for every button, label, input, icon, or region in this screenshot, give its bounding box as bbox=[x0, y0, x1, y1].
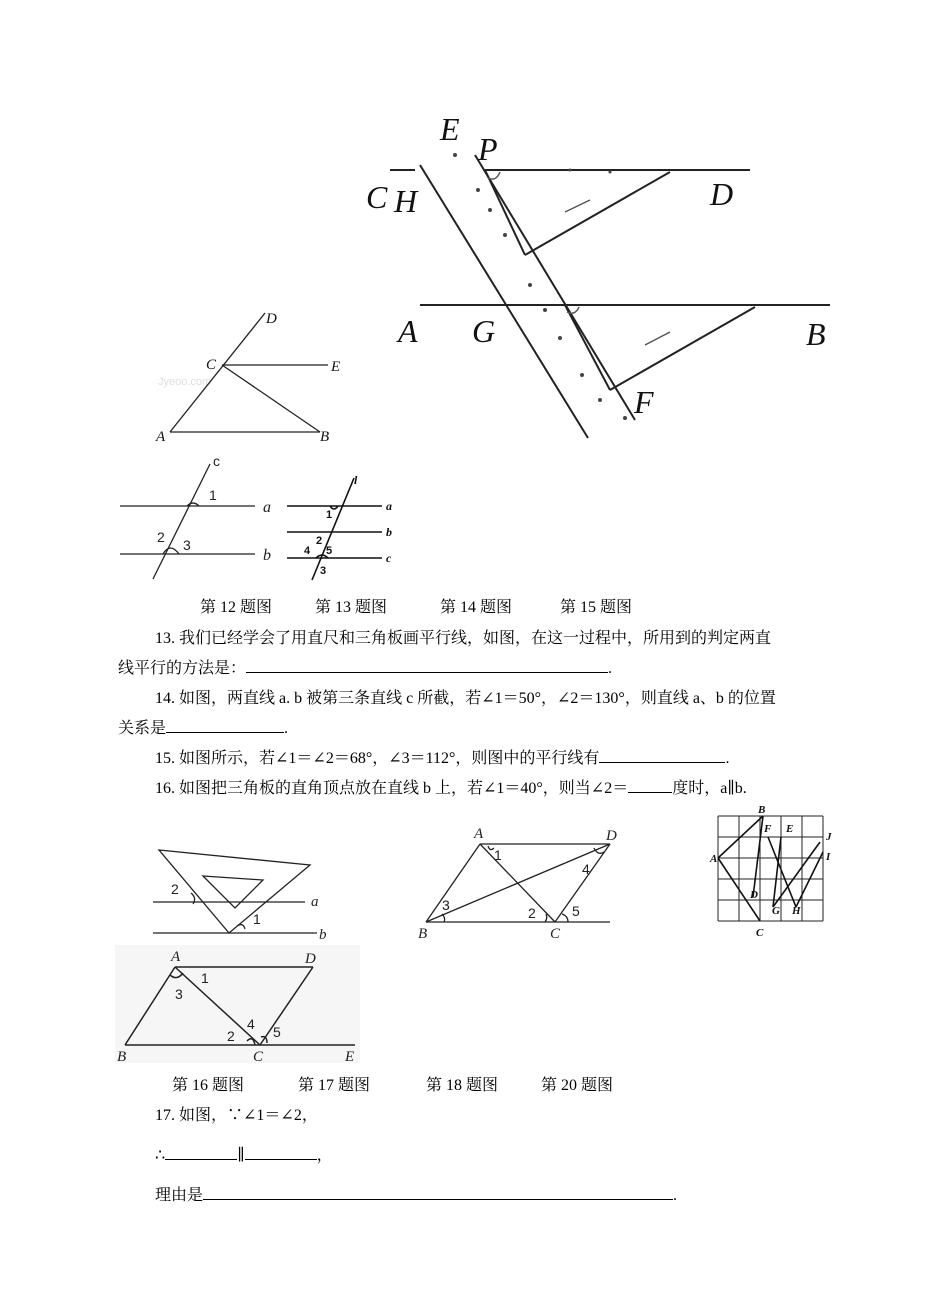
question-17: 17. 如图，∵∠1＝∠2， bbox=[155, 1107, 318, 1124]
angle-2: 2 bbox=[171, 881, 179, 897]
figure-captions-row2 bbox=[0, 1072, 950, 1092]
q13-end: . bbox=[608, 660, 613, 677]
label-A: A bbox=[474, 826, 484, 842]
question-17-reason bbox=[155, 1182, 677, 1205]
q17-comma: ， bbox=[316, 1147, 333, 1164]
figure-18-parallelogram bbox=[410, 822, 620, 947]
label-A: A bbox=[156, 429, 166, 445]
label-a: a bbox=[263, 499, 271, 516]
angle-3: 3 bbox=[320, 565, 327, 577]
reason-label: 理由是 bbox=[155, 1187, 204, 1204]
angle-2: 2 bbox=[316, 535, 323, 547]
caption-fig20: 第 20 题图 bbox=[541, 1077, 614, 1094]
q17-end: . bbox=[673, 1187, 678, 1204]
label-B: B bbox=[806, 316, 826, 352]
angle-3: 3 bbox=[442, 897, 450, 913]
angle-5: 5 bbox=[273, 1024, 281, 1040]
label-A: A bbox=[710, 853, 718, 865]
label-P: P bbox=[478, 131, 498, 167]
caption-fig15: 第 15 题图 bbox=[560, 599, 633, 616]
question-14-line2 bbox=[118, 715, 288, 738]
q16-text: 16. 如图把三角板的直角顶点放在直线 b 上，若∠1＝40°，则当∠2＝ bbox=[155, 780, 629, 797]
label-E: E bbox=[786, 823, 794, 835]
angle-1: 1 bbox=[201, 970, 209, 986]
label-I: I bbox=[826, 851, 831, 863]
q15-answer-blank[interactable] bbox=[599, 748, 725, 763]
figure-20-grid bbox=[708, 802, 838, 942]
label-C: C bbox=[253, 1049, 264, 1065]
angle-3: 3 bbox=[175, 986, 183, 1002]
label-B: B bbox=[320, 429, 330, 445]
figure-13-ruler-triangle bbox=[360, 100, 840, 445]
angle-1: 1 bbox=[209, 487, 217, 503]
label-D: D bbox=[305, 951, 316, 967]
label-E: E bbox=[331, 359, 341, 375]
figure-12 bbox=[150, 305, 360, 445]
caption-fig18: 第 18 题图 bbox=[426, 1077, 499, 1094]
figure-captions-row1 bbox=[0, 594, 950, 614]
caption-fig12: 第 12 题图 bbox=[200, 599, 273, 616]
figure-15 bbox=[282, 470, 402, 582]
label-l: l bbox=[354, 473, 358, 487]
question-14: 14. 如图，两直线 a. b 被第三条直线 c 所截，若∠1＝50°，∠2＝130°，则直线 a、b 的位置 bbox=[155, 690, 776, 707]
label-b: b bbox=[319, 927, 327, 943]
label-D: D bbox=[606, 828, 617, 844]
angle-5: 5 bbox=[572, 903, 580, 919]
label-J: J bbox=[826, 831, 832, 843]
question-13: 13. 我们已经学会了用直尺和三角板画平行线，如图，在这一过程中，所用到的判定两直 bbox=[155, 630, 772, 647]
angle-1: 1 bbox=[253, 911, 261, 927]
label-A: A bbox=[171, 949, 181, 965]
angle-2: 2 bbox=[227, 1028, 235, 1044]
q13-answer-blank[interactable] bbox=[246, 658, 608, 673]
question-13-line2 bbox=[118, 655, 612, 678]
angle-3: 3 bbox=[183, 537, 191, 553]
label-G: G bbox=[772, 905, 780, 917]
label-C: C bbox=[206, 357, 217, 373]
label-D: D bbox=[266, 311, 277, 327]
therefore-symbol: ∴ bbox=[155, 1147, 166, 1164]
angle-2: 2 bbox=[528, 905, 536, 921]
figure-17-parallelogram bbox=[115, 945, 365, 1065]
label-a: a bbox=[311, 894, 319, 910]
label-F: F bbox=[634, 384, 654, 420]
angle-1: 1 bbox=[326, 509, 333, 521]
question-16 bbox=[155, 775, 747, 798]
q14-answer-blank[interactable] bbox=[166, 718, 284, 733]
label-B: B bbox=[758, 804, 766, 816]
label-E: E bbox=[440, 111, 460, 147]
label-c: c bbox=[386, 551, 392, 565]
question-17-conclusion bbox=[155, 1142, 333, 1165]
q16-answer-blank[interactable] bbox=[628, 778, 672, 793]
caption-fig13: 第 13 题图 bbox=[315, 599, 388, 616]
q14-prefix: 关系是 bbox=[118, 720, 167, 737]
figure-16-triangle-ruler bbox=[145, 840, 345, 950]
q14-end: . bbox=[284, 720, 289, 737]
label-H: H bbox=[792, 905, 801, 917]
label-C: C bbox=[366, 179, 388, 215]
label-E: E bbox=[345, 1049, 355, 1065]
q15-end: . bbox=[725, 750, 730, 767]
label-B: B bbox=[117, 1049, 127, 1065]
q16-text2: 度时，a∥b. bbox=[672, 780, 747, 797]
q15-text: 15. 如图所示，若∠1＝∠2＝68°，∠3＝112°，则图中的平行线有 bbox=[155, 750, 600, 767]
figure-14 bbox=[115, 452, 285, 582]
label-D: D bbox=[750, 889, 758, 901]
label-b: b bbox=[386, 525, 392, 539]
caption-fig16: 第 16 题图 bbox=[172, 1077, 245, 1094]
angle-1: 1 bbox=[494, 847, 502, 863]
label-B: B bbox=[418, 926, 428, 942]
watermark: Jyeoo.com bbox=[158, 376, 212, 388]
q17-reason-blank[interactable] bbox=[203, 1185, 673, 1200]
angle-5: 5 bbox=[326, 545, 333, 557]
angle-4: 4 bbox=[304, 545, 311, 557]
q13-prefix: 线平行的方法是： bbox=[118, 660, 247, 677]
angle-4: 4 bbox=[582, 861, 590, 877]
label-D: D bbox=[710, 176, 734, 212]
parallel-symbol: ∥ bbox=[237, 1147, 245, 1164]
label-F: F bbox=[764, 823, 772, 835]
label-C: C bbox=[550, 926, 561, 942]
label-a: a bbox=[386, 499, 392, 513]
caption-fig17: 第 17 题图 bbox=[298, 1077, 371, 1094]
q17-blank-2[interactable] bbox=[245, 1145, 317, 1160]
angle-2: 2 bbox=[157, 529, 165, 545]
label-b: b bbox=[263, 547, 271, 564]
label-H: H bbox=[394, 183, 418, 219]
caption-fig14: 第 14 题图 bbox=[440, 599, 513, 616]
label-A: A bbox=[398, 313, 418, 349]
label-C: C bbox=[756, 927, 764, 939]
q17-blank-1[interactable] bbox=[165, 1145, 237, 1160]
label-c: c bbox=[213, 453, 220, 469]
question-15 bbox=[155, 745, 729, 768]
angle-4: 4 bbox=[247, 1016, 255, 1032]
label-G: G bbox=[472, 313, 496, 349]
